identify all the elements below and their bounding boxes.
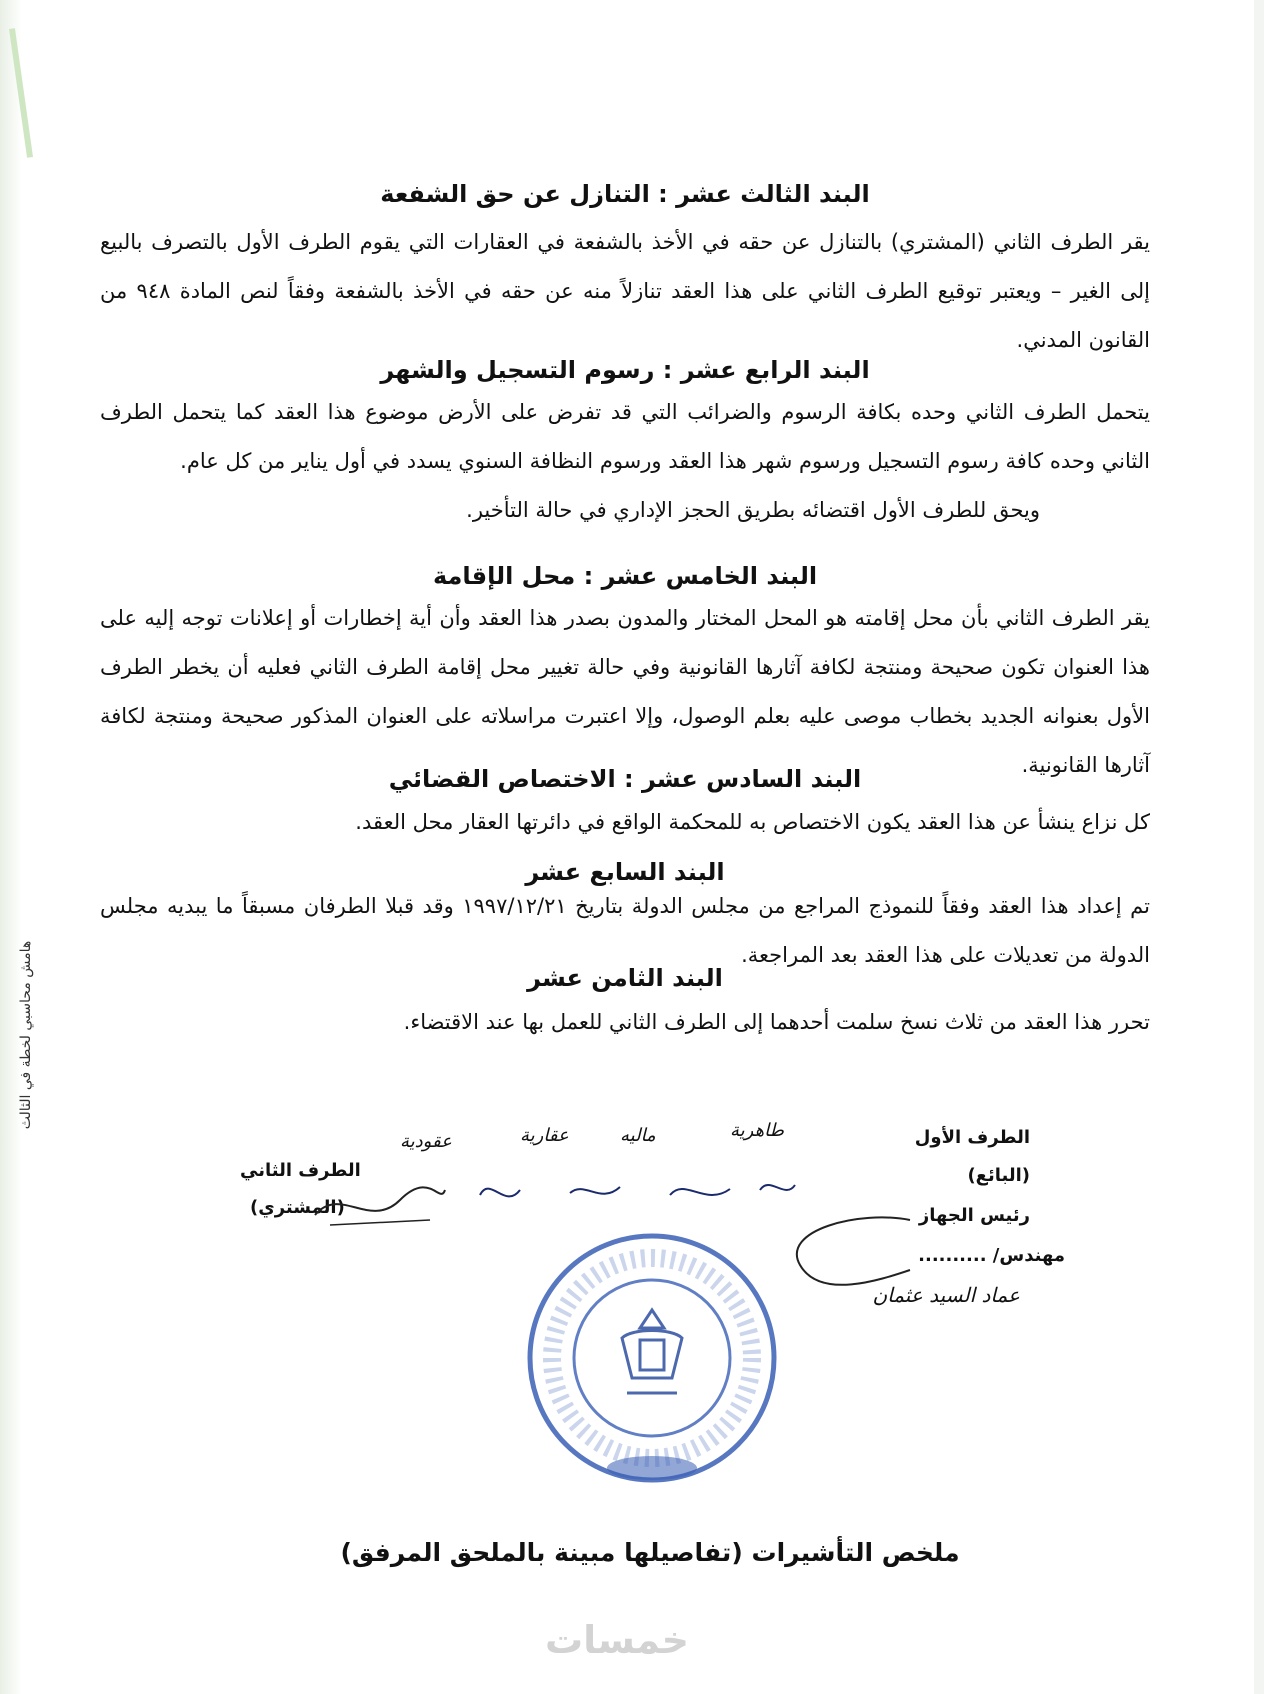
agency-head-signature — [760, 1210, 920, 1300]
second-party-signature — [310, 1175, 450, 1235]
clause-13-title: البند الثالث عشر : التنازل عن حق الشفعة — [380, 180, 870, 208]
first-party-label: الطرف الأول — [914, 1127, 1030, 1148]
clause-14-body — [100, 388, 1150, 535]
clause-13-paragraph: يقر الطرف الثاني (المشتري) بالتنازل عن حقه في الأخذ بالشفعة في العقارات التي يقوم الطرف الأول بالتصرف بالبيع إلى الغير – ويعتبر توقيع الطرف الثاني على هذا العقد تنازلاً منه عن حقه في الأخذ بالشفعة وفقاً لنص المادة ٩٤٨ من القانون المدني. — [100, 230, 1150, 352]
agency-head-label: رئيس الجهاز — [918, 1205, 1030, 1226]
engineer-name: عماد السيد عثمان — [872, 1283, 1020, 1307]
clause-13-body — [100, 218, 1150, 365]
margin-note: هامش محاسبي لخطة في الثالث — [18, 940, 34, 1130]
scan-edge-left — [0, 0, 22, 1694]
second-party-role: (المشتري) — [250, 1197, 345, 1218]
handwritten-name-2: ماليه — [620, 1125, 656, 1146]
clause-14-paragraph-1: يتحمل الطرف الثاني وحده بكافة الرسوم والضرائب التي قد تفرض على الأرض موضوع هذا العقد كما يتحمل الطرف الثاني وحده كافة رسوم التسجيل ورسوم شهر هذا العقد ورسوم النظافة السنوي يسدد في أول يناير من كل عام. — [100, 400, 1150, 473]
clause-13 — [100, 180, 1150, 208]
engineer-label: مهندس/ .......... — [918, 1245, 1065, 1266]
watermark: خمسات — [545, 1618, 689, 1662]
clause-14-title: البند الرابع عشر : رسوم التسجيل والشهر — [380, 356, 870, 384]
second-party-label: الطرف الثاني — [240, 1160, 361, 1181]
clause-14 — [100, 356, 1150, 384]
handwritten-name-3: عقارية — [520, 1125, 569, 1146]
clause-16 — [100, 765, 1150, 793]
handwritten-name-1: طاهرية — [730, 1120, 784, 1141]
clause-17-paragraph: تم إعداد هذا العقد وفقاً للنموذج المراجع من مجلس الدولة بتاريخ ١٩٩٧/١٢/٢١ وقد قبلا الطرفان مسبقاً ما يبديه مجلس الدولة من تعديلات على هذا العقد بعد المراجعة. — [100, 894, 1150, 967]
clause-15-title: البند الخامس عشر : محل الإقامة — [432, 562, 818, 590]
handwritten-name-4: عقودية — [400, 1131, 452, 1152]
clause-17-title: البند السابع عشر — [525, 858, 725, 886]
clause-16-paragraph: كل نزاع ينشأ عن هذا العقد يكون الاختصاص به للمحكمة الواقع في دائرتها العقار محل العقد. — [355, 810, 1150, 834]
clause-18-title: البند الثامن عشر — [527, 964, 723, 992]
eagle-emblem-icon — [622, 1310, 682, 1393]
official-seal — [522, 1228, 782, 1488]
clause-16-body — [100, 798, 1150, 847]
committee-signatures — [470, 1165, 800, 1225]
clause-14-paragraph-2: ويحق للطرف الأول اقتضائه بطريق الحجز الإداري في حالة التأخير. — [466, 498, 1040, 522]
clause-18-body — [100, 998, 1150, 1047]
summary-note: ملخص التأشيرات (تفاصيلها مبينة بالملحق المرفق) — [340, 1538, 960, 1567]
clause-16-title: البند السادس عشر : الاختصاص القضائي — [388, 765, 862, 793]
clause-18-paragraph: تحرر هذا العقد من ثلاث نسخ سلمت أحدهما إلى الطرف الثاني للعمل بها عند الاقتضاء. — [403, 1010, 1150, 1034]
scan-edge-right — [1254, 0, 1264, 1694]
clause-18 — [100, 964, 1150, 992]
clause-15-body — [100, 594, 1150, 790]
clause-15-paragraph: يقر الطرف الثاني بأن محل إقامته هو المحل المختار والمدون بصدر هذا العقد وأن أية إخطارات أو إعلانات توجه إليه على هذا العنوان تكون صحيحة ومنتجة لكافة آثارها القانونية وفي حالة تغيير محل إقامة الطرف الثاني فعليه أن يخطر الطرف الأول بعنوانه الجديد بخطاب موصى عليه بعلم الوصول، وإلا اعتبرت مراسلاته على العنوان المذكور صحيحة ومنتجة لكافة آثارها القانونية. — [100, 606, 1150, 777]
first-party-role: (البائع) — [967, 1165, 1030, 1186]
clause-15 — [100, 562, 1150, 590]
